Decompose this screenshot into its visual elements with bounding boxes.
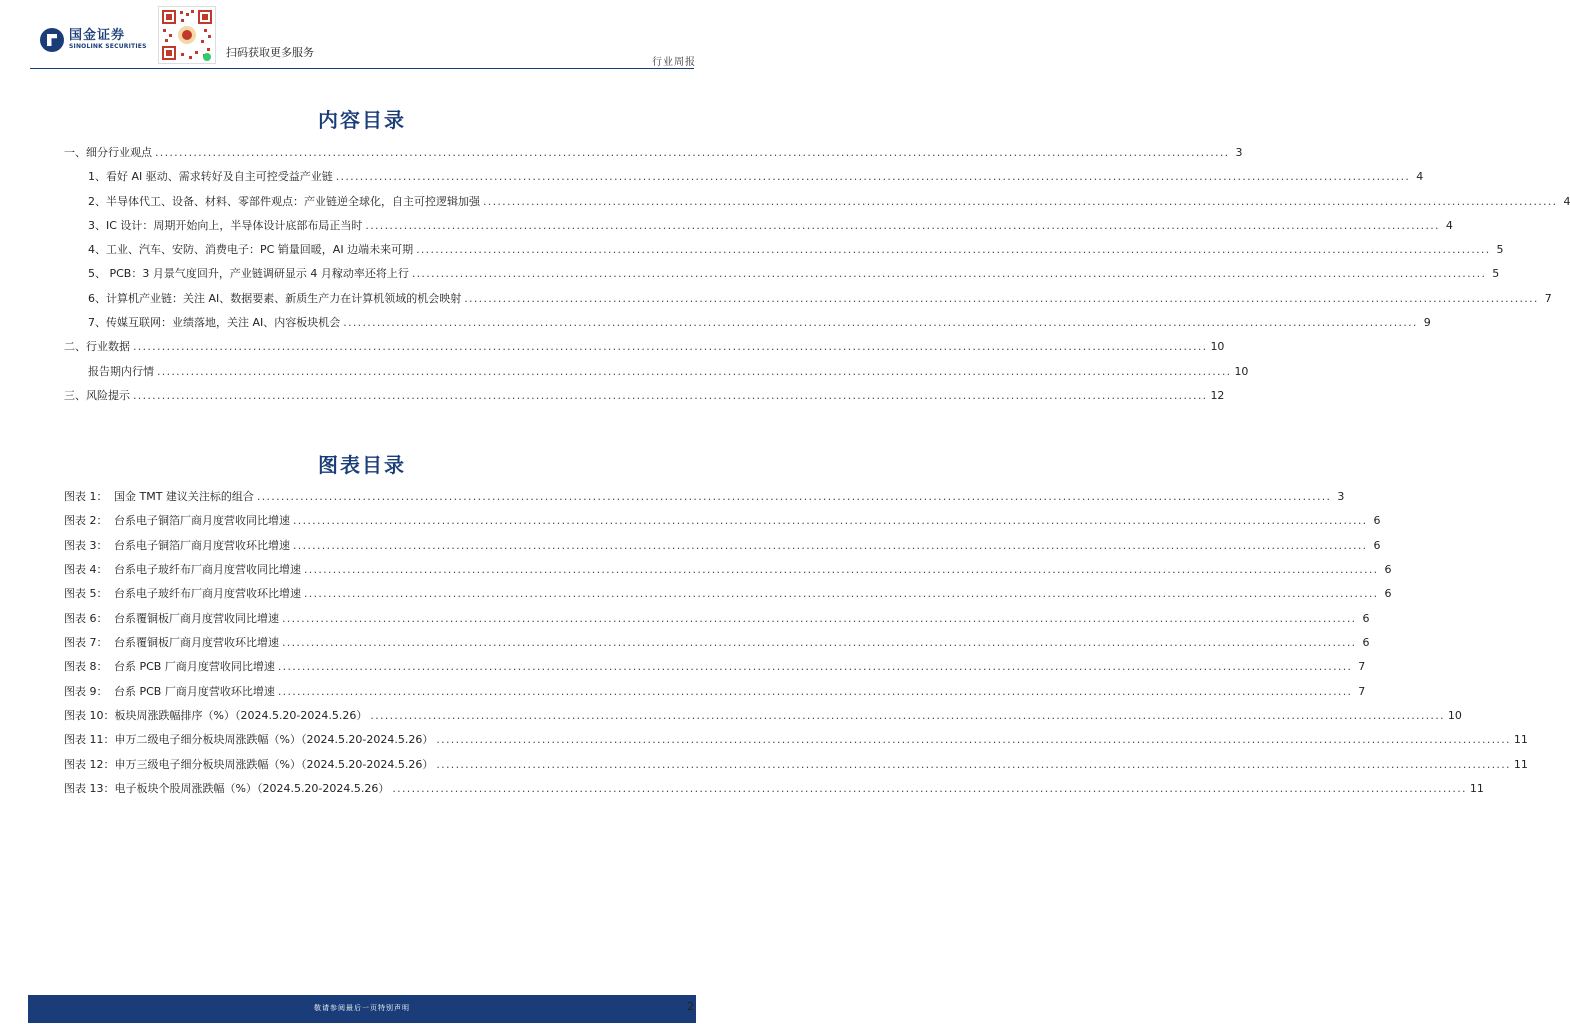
logo-english-name: SINOLINK SECURITIES [69, 43, 147, 50]
toc-entry[interactable]: 1、看好 AI 驱动、需求转好及自主可控受益产业链 ..... 4 [64, 170, 686, 194]
figure-entry[interactable]: 图表 5： 台系电子玻纤布厂商月度营收环比增速 ..... 6 [64, 587, 686, 611]
page-header [0, 0, 724, 70]
report-type-label: 行业周报 [652, 57, 696, 68]
header-divider [30, 68, 694, 69]
logo-chinese-name: 国金证券 [69, 28, 126, 43]
figure-entry[interactable]: 图表 6： 台系覆铜板厂商月度营收同比增速 ..... 6 [64, 612, 686, 636]
qr-prompt-text: 扫码获取更多服务 [226, 46, 314, 59]
figure-entry[interactable]: 图表 8： 台系 PCB 厂商月度营收同比增速 ..... 7 [64, 660, 686, 684]
figure-entry[interactable]: 图表 1： 国金 TMT 建议关注标的组合 ..... 3 [64, 490, 686, 514]
footer-disclaimer: 敬请参阅最后一页特别声明 [314, 1004, 410, 1012]
toc-entry[interactable]: 三、风险提示 ..... 12 [64, 389, 686, 413]
toc-entry[interactable]: 2、半导体代工、设备、材料、零部件观点：产业链逆全球化，自主可控逻辑加强 ..... 4 [64, 195, 686, 219]
toc-entry[interactable]: 3、IC 设计：周期开始向上，半导体设计底部布局正当时 ..... 4 [64, 219, 686, 243]
toc-entry[interactable]: 4、工业、汽车、安防、消费电子：PC 销量回暖，AI 边端未来可期 ..... 5 [64, 243, 686, 267]
footer-bar [28, 995, 696, 1023]
figure-entry[interactable]: 图表 2： 台系电子铜箔厂商月度营收同比增速 ..... 6 [64, 514, 686, 538]
page-number: 2 [687, 1000, 694, 1013]
toc-entry[interactable]: 二、行业数据 ..... 10 [64, 340, 686, 364]
toc-entry[interactable]: 7、传媒互联网：业绩落地，关注 AI、内容板块机会 ..... 9 [64, 316, 686, 340]
figure-entry[interactable]: 图表 10：板块周涨跌幅排序（%）（2024.5.20-2024.5.26） ..... 10 [64, 709, 686, 733]
toc-entry[interactable]: 5、 PCB：3 月景气度回升，产业链调研显示 4 月稼动率还将上行 ..... 5 [64, 267, 686, 291]
figure-entry[interactable]: 图表 3： 台系电子铜箔厂商月度营收环比增速 ..... 6 [64, 539, 686, 563]
figure-entry[interactable]: 图表 4： 台系电子玻纤布厂商月度营收同比增速 ..... 6 [64, 563, 686, 587]
contents-list [64, 146, 1570, 413]
sinolink-logo-icon [40, 28, 64, 52]
figures-title: 图表目录 [318, 453, 406, 477]
toc-entry[interactable]: 6、计算机产业链：关注 AI、数据要素、新质生产力在计算机领域的机会映射 ..... 7 [64, 292, 686, 316]
figure-entry[interactable]: 图表 11：申万二级电子细分板块周涨跌幅（%）（2024.5.20-2024.5.26） ..... 11 [64, 733, 686, 757]
figure-entry[interactable]: 图表 7： 台系覆铜板厂商月度营收环比增速 ..... 6 [64, 636, 686, 660]
figures-list [64, 490, 1528, 806]
toc-entry[interactable]: 一、细分行业观点 ..... 3 [64, 146, 686, 170]
toc-entry[interactable]: 报告期内行情 ..... 10 [64, 365, 686, 389]
qr-code-icon[interactable] [158, 6, 216, 64]
sinolink-logo [40, 28, 147, 52]
figure-entry[interactable]: 图表 12：申万三级电子细分板块周涨跌幅（%）（2024.5.20-2024.5.26） ..... 11 [64, 758, 686, 782]
figure-entry[interactable]: 图表 13：电子板块个股周涨跌幅（%）（2024.5.20-2024.5.26） ..... 11 [64, 782, 686, 806]
figure-entry[interactable]: 图表 9： 台系 PCB 厂商月度营收环比增速 ..... 7 [64, 685, 686, 709]
contents-title: 内容目录 [318, 108, 406, 132]
